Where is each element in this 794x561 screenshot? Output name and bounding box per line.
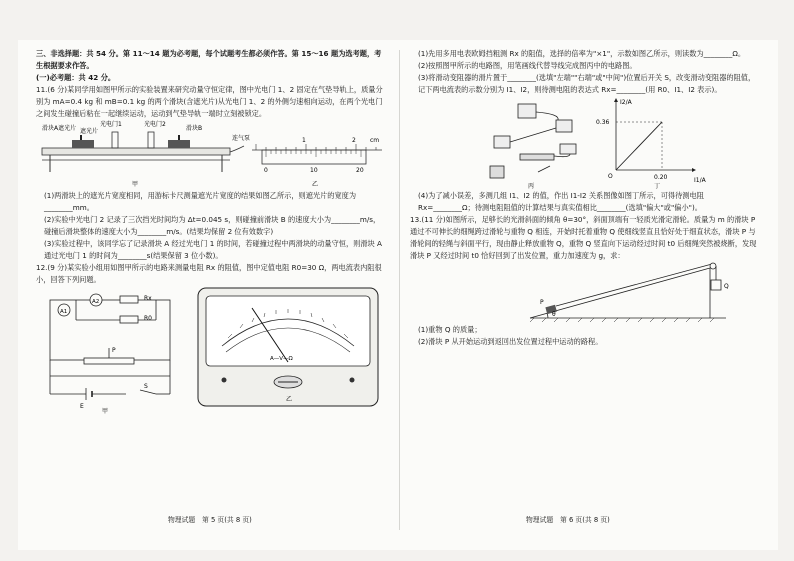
gate-1 [112,132,118,148]
graph-x-label: I1/A [694,177,706,184]
graph-y-label: I2/A [620,99,632,106]
q11-part2: (2)实验中光电门 2 记录了三次挡光时间均为 Δt=0.045 s，则碰撞前滑块 B 的速度大小为________m/s，碰撞后滑块整体的速度大小为________m/s。(结果均保留 2 位有效数字) [44,215,381,236]
q12-part2: (2)按照图甲所示的电路图，用笔画线代替导线完成图丙中的电路图。 [418,61,637,70]
label-slider-a: 滑块A遮光片 [42,125,77,132]
graph-x-tick: 0.20 [654,174,668,181]
i1-i2-graph [596,98,707,190]
q11-part3: (3)实验过程中，该同学忘了记录滑块 A 经过光电门 1 的时间，若碰撞过程中两滑块的动量守恒，则滑块 A 通过光电门 1 的时间为________s(结果保留 3 位小数)。 [44,239,382,260]
page-divider [399,50,400,530]
label-slider-b: 滑块B [186,125,203,132]
ruler-bottom-20: 20 [356,167,364,174]
q12-part1: (1)先用多用电表欧姆挡粗测 Rx 的阻值，选择的倍率为"×1"，示数如图乙所示，则读数为________Ω。 [418,49,746,58]
label-p-block: P [540,299,544,306]
wiring-sketch [490,104,576,178]
q13-part2: (2)滑块 P 从开始运动到返回出发位置过程中运动的路程。 [418,337,603,346]
circuit-and-meter [36,286,386,414]
exam-sheet [18,40,778,550]
q11-part1: (1)两滑块上的遮光片宽度相同，用游标卡尺测量遮光片宽度的结果如图乙所示，则遮光片的宽度为________mm。 [44,191,357,212]
label-a1: A1 [60,309,68,315]
label-air-pump: 连气泵 [232,135,251,142]
q13-stem: 13.(11 分)如图所示，足够长的光滑斜面的倾角 θ=30°，斜面顶端有一轻质光滑定滑轮。质量为 m 的滑块 P 通过不可伸长的细绳跨过滑轮与重物 Q 相连，开始时托着重物 Q 使细线竖直且恰好处于细直状态，滑块 P 与滑轮间的轻绳与斜面平行，现由静止释放重物 Q，重物 Q 竖直向下运动经过时间 t0 后细绳突然被烧断，发现滑块 P 又经过时间 t0 恰好回到了出发位置，重力加速度为 g，求： [410,215,757,260]
caption-bing: 丙 [528,183,535,190]
caption-jia: 甲 [132,181,139,188]
label-a2: A2 [92,299,100,305]
section-title: 三、非选择题：共 54 分。第 11～14 题为必考题，每个试题考生都必须作答。第 15～16 题为选考题，考生根据要求作答。 [36,49,382,70]
caption-circuit-jia: 甲 [102,408,109,414]
q12-part3: (3)将滑动变阻器的滑片置于________(选填"左端""右端"或"中间")位置后开关 S，改变滑动变阻器的阻值，记下两电流表的示数分别为 I1、I2，则待测电阻的表达式 Rx=________(用 R0、I1、I2 表示)。 [418,73,756,94]
label-p: P [112,347,116,354]
q13-part1: (1)重物 Q 的质量； [418,325,482,334]
ruler-bottom-0: 0 [264,167,268,174]
label-r0: R0 [144,315,152,322]
ruler-top-1: 1 [302,137,306,144]
weight-q [711,280,721,290]
caption-yi: 乙 [312,181,319,188]
q12-part4: (4)为了减小误差，多测几组 I1、I2 的值，作出 I1-I2 关系图像如图丁所示，可得待测电阻 Rx=________Ω；待测电阻阻值的计算结果与真实值相比________(选填"偏大"或"偏小")。 [418,191,704,212]
footer-right: 物理试题 第 6 页(共 8 页) [526,516,610,524]
label-e: E [80,403,84,410]
meter-scale-label: A—V—Ω [270,356,293,362]
q12-figures [36,286,386,414]
slider-b [168,140,190,148]
multimeter-face [198,288,378,406]
q13-figure [410,262,760,324]
gate-2 [148,132,154,148]
q11-stem: 11.(6 分)某同学用如图甲所示的实验装置来研究动量守恒定律，图中光电门 1、2 固定在气垫导轨上，质量分别为 mA=0.4 kg 和 mB=0.1 kg 的两个滑块(含遮光片)从光电门 1、2 的外侧匀速相向运动，在两个光电门之间发生碰撞后粘在一起继续运动，运动到气垫导轨一端时立刻被锁定。 [36,85,383,118]
pulley [710,263,716,269]
label-gate2: 光电门2 [144,121,166,128]
incline-diagram [410,262,760,324]
footer-left: 物理试题 第 5 页(共 8 页) [168,516,252,524]
vernier-caliper [252,137,382,188]
air-track-diagram [36,120,386,190]
caption-meter-yi: 乙 [286,396,293,403]
ruler-bottom-10: 10 [310,167,318,174]
caption-ding: 丁 [654,183,661,190]
page-6 [410,48,760,348]
graph-y-tick: 0.36 [596,119,610,126]
label-shade: 遮光片 [80,128,99,135]
q12-stem: 12.(9 分)某实验小组用如图甲所示的电路来测量电阻 Rx 的阻值，图中定值电阻 R0=30 Ω，两电流表内阻很小，回答下列问题。 [36,263,382,284]
wiring-and-graph [410,96,760,190]
q12-right-figures [410,96,760,190]
page-5 [36,48,386,414]
graph-origin: O [608,173,613,180]
label-theta: θ [552,311,556,318]
slider-a [72,140,94,148]
q11-figures [36,120,386,190]
label-q-block: Q [724,283,729,290]
ruler-top-unit: cm [370,137,380,144]
graph-line [616,122,662,170]
required-header: (一)必考题：共 42 分。 [36,73,116,82]
ruler-top-2: 2 [352,137,356,144]
label-s: S [144,383,148,390]
label-gate1: 光电门1 [100,121,122,128]
label-rx: Rx [144,295,152,302]
